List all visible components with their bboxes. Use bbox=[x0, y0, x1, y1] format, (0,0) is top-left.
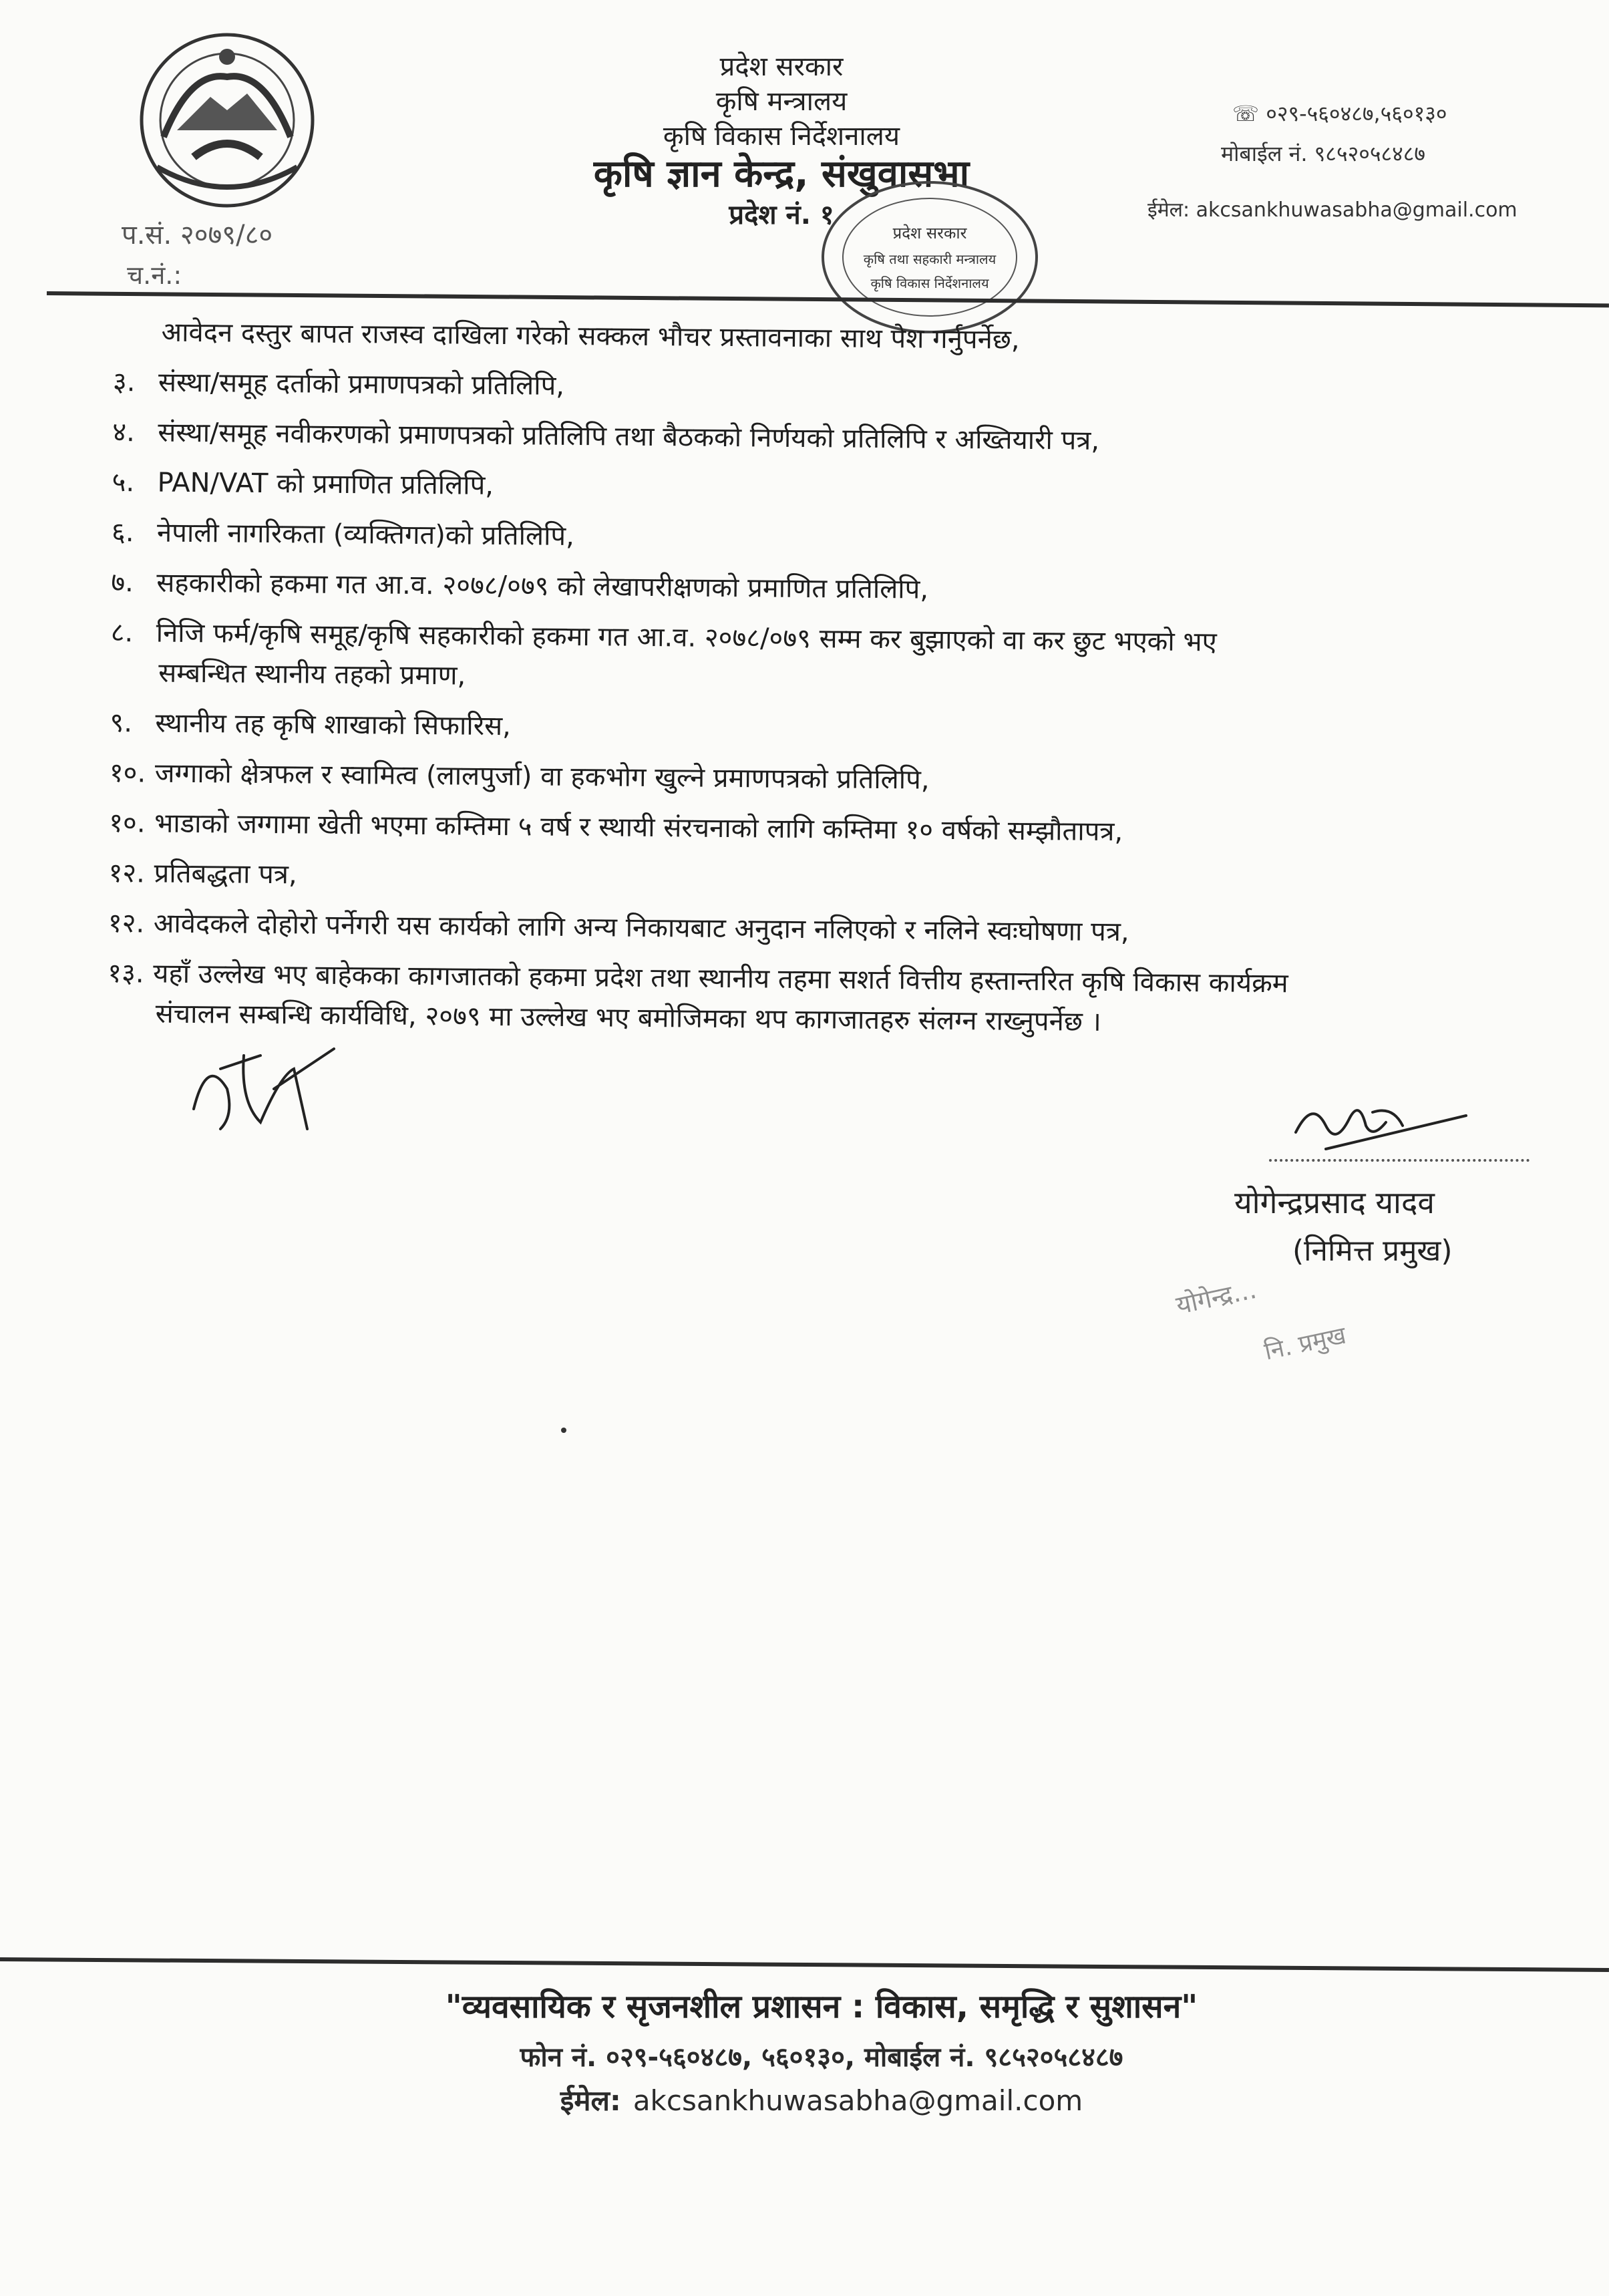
list-item: १३. यहाँ उल्लेख भए बाहेकका कागजातको हकमा प्रदेश तथा स्थानीय तहमा सशर्त वित्तीय हस्तान्तरित कृषि विकास कार्यक्रम bbox=[108, 957, 1288, 999]
list-item: १२. आवेदकले दोहोरो पर्नेगरी यस कार्यको लागि अन्य निकायबाट अनुदान नलिएको र नलिने स्वःघोषणा पत्र, bbox=[108, 907, 1129, 948]
phone-icon: ☏ bbox=[1232, 101, 1266, 126]
ink-dot bbox=[561, 1428, 566, 1433]
list-item-continuation: संचालन सम्बन्धि कार्यविधि, २०७९ मा उल्लेख भए बमोजिमका थप कागजातहरु संलग्न राख्नुपर्नेछ । bbox=[155, 998, 1101, 1037]
faded-stamp-line-1: योगेन्द्र... bbox=[1173, 1274, 1259, 1321]
faded-stamp-line-2: नि. प्रमुख bbox=[1262, 1321, 1349, 1366]
list-item: ४. संस्था/समूह नवीकरणको प्रमाणपत्रको प्रतिलिपि तथा बैठकको निर्णयको प्रतिलिपि र अख्तियारी पत्र, bbox=[112, 416, 1100, 456]
stamp-text-1: प्रदेश सरकार bbox=[892, 224, 967, 242]
list-item-continuation: सम्बन्धित स्थानीय तहको प्रमाण, bbox=[158, 657, 466, 691]
letterhead-line-1: प्रदेश सरकार bbox=[719, 51, 844, 82]
list-item: ५. PAN/VAT को प्रमाणित प्रतिलिपि, bbox=[112, 466, 494, 501]
list-item: १०. भाडाको जग्गामा खेती भएमा कम्तिमा ५ वर्ष र स्थायी संरचनाको लागि कम्तिमा १० वर्षको सम्झौतापत्र, bbox=[109, 807, 1123, 848]
list-item: ९. स्थानीय तह कृषि शाखाको सिफारिस, bbox=[110, 707, 512, 742]
footer-motto: "व्यवसायिक र सृजनशील प्रशासन : विकास, समृद्धि र सुशासन" bbox=[445, 1988, 1198, 2025]
contact-phone: ☏ ०२९-५६०४८७,५६०१३० bbox=[1232, 101, 1447, 126]
list-item: ६. नेपाली नागरिकता (व्यक्तिगत)को प्रतिलिपि, bbox=[111, 516, 575, 552]
letterhead-line-3: कृषि विकास निर्देशनालय bbox=[663, 121, 900, 152]
contact-mobile: मोबाईल नं. ९८५२०५८४८७ bbox=[1221, 141, 1426, 166]
list-continuation: आवेदन दस्तुर बापत राजस्व दाखिला गरेको सक्कल भौचर प्रस्तावनाका साथ पेश गर्नुपर्नेछ, bbox=[161, 317, 1020, 355]
dispatch-number: च.नं.: bbox=[127, 261, 182, 290]
government-emblem-logo bbox=[137, 30, 317, 210]
signer-title: (निमित्त प्रमुख) bbox=[1292, 1234, 1453, 1268]
letterhead-line-2: कृषि मन्त्रालय bbox=[715, 86, 848, 117]
list-item: ८. निजि फर्म/कृषि समूह/कृषि सहकारीको हकमा गत आ.व. २०७८/०७९ सम्म कर बुझाएको वा कर छुट भएको भए bbox=[110, 617, 1217, 658]
list-item: ७. सहकारीको हकमा गत आ.व. २०७८/०७९ को लेखापरीक्षणको प्रमाणित प्रतिलिपि, bbox=[111, 566, 929, 605]
list-item: १०. जग्गाको क्षेत्रफल र स्वामित्व (लालपुर्जा) वा हकभोग खुल्ने प्रमाणपत्रको प्रतिलिपि, bbox=[109, 757, 930, 796]
stamp-text-3: कृषि विकास निर्देशनालय bbox=[870, 275, 989, 291]
office-stamp bbox=[816, 177, 1043, 337]
province-name: प्रदेश नं. १ bbox=[729, 200, 834, 230]
list-item: ३. संस्था/समूह दर्ताको प्रमाणपत्रको प्रतिलिपि, bbox=[112, 366, 565, 401]
contact-email: ईमेल: akcsankhuwasabha@gmail.com bbox=[1147, 198, 1517, 222]
footer-phone: फोन नं. ०२९-५६०४८७, ५६०१३०, मोबाईल नं. ९८५२०५८४८७ bbox=[520, 2042, 1123, 2073]
office-name: कृषि ज्ञान केन्द्र, संखुवासभा bbox=[593, 152, 970, 196]
signature-line bbox=[1269, 1159, 1530, 1162]
footer-rule bbox=[0, 1957, 1609, 1972]
handwritten-signature-right bbox=[1286, 1086, 1473, 1159]
handwritten-signature-left bbox=[180, 1029, 341, 1142]
footer-email: ईमेल: akcsankhuwasabha@gmail.com bbox=[560, 2084, 1083, 2117]
stamp-text-2: कृषि तथा सहकारी मन्त्रालय bbox=[863, 251, 997, 267]
reference-number: प.सं. २०७९/८० bbox=[122, 220, 273, 251]
signer-name: योगेन्द्रप्रसाद यादव bbox=[1234, 1184, 1435, 1220]
list-item: १२. प्रतिबद्धता पत्र, bbox=[108, 857, 297, 890]
